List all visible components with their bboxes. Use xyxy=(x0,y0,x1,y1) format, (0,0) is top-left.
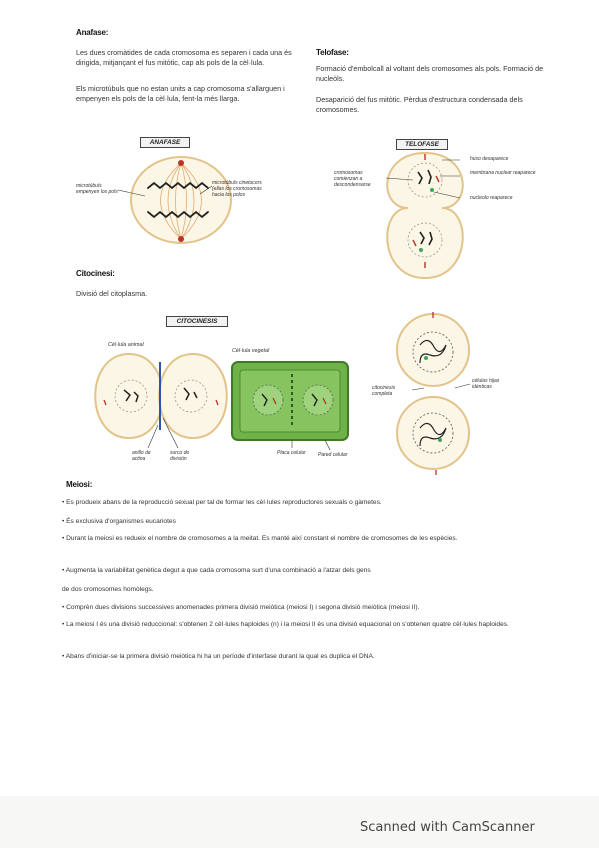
meiosi-bullet-4: • Augmenta la variabilitat genètica degut a que cada cromosoma surt d'una combinació a l'atzar dels gens xyxy=(62,567,371,574)
telofase-label-membrana: membrana nuclear reaparece xyxy=(470,170,536,176)
scanner-footer: Scanned with CamScanner xyxy=(360,820,535,835)
telofase-paragraph-2: Desaparició del fus mitòtic. Pèrdua d'estructura condensada dels cromosomes. xyxy=(316,95,523,115)
anillo-actina-label: anillo de actina xyxy=(132,450,151,462)
meiosi-bullet-6: • La meiosi I és una divisió reduccional: s'obtenen 2 cèl·lules haploides (n) i la meiosi II és una divisió equacional on s'obtenen quatre cèl·lules haploides. xyxy=(62,621,509,628)
anafase-label-right: microtúbuls cinetocors (ellas los cromosomas hacia los polos xyxy=(212,180,262,198)
meiosi-heading: Meiosi: xyxy=(66,480,93,489)
citocinesi-completa-label: citocinesis completa xyxy=(372,385,396,397)
placa-celular-label: Placa celular xyxy=(277,450,306,456)
meiosi-bullet-5: • Comprèn dues divisions successives anomenades primera divisió meiòtica (meiosi I) i segona divisió meiòtica (meiosi II). xyxy=(62,604,420,611)
citocinesi-paragraph: Divisió del citoplasma. xyxy=(76,289,148,298)
citocinesi-heading: Citocinesi: xyxy=(76,269,115,278)
celulas-hijas-label: células hijas idénticas xyxy=(472,378,500,390)
anafase-paragraph-1: Les dues cromàtides de cada cromosoma es separen i cada una és dirigida, mitjançant el fus mitòtic, cap als pols de la cèl·lula. xyxy=(76,48,292,68)
anafase-diagram-title: ANAFASE xyxy=(140,137,190,148)
citocinesi-diagram-title: CITOCINESIS xyxy=(166,316,228,327)
meiosi-bullet-4-continued: de dos cromosomes homòlegs. xyxy=(62,586,154,593)
telofase-label-nucleolo: nucleolo reaparece xyxy=(470,195,513,201)
anafase-heading: Anafase: xyxy=(76,28,109,37)
anafase-paragraph-2: Els microtúbuls que no estan units a cap cromosoma s'allarguen i empenyen els pols de la cèl·lula, fent-la més llarga. xyxy=(76,84,285,104)
telofase-heading: Telofase: xyxy=(316,48,349,57)
telofase-label-huso: huso desaparece xyxy=(470,156,509,162)
pared-celular-label: Pared celular xyxy=(318,452,348,458)
anafase-label-left: microtúbuls empenyen los pols xyxy=(76,183,118,195)
telofase-paragraph-1: Formació d'embolcall al voltant dels cromosomes als pols. Formació de nucleòls. xyxy=(316,64,544,84)
meiosi-bullet-1: • Es produeix abans de la reproducció sexual per tal de formar les cèl·lules reproductores sexuals o gàmetes. xyxy=(62,499,382,506)
telofase-diagram-title: TELOFASE xyxy=(396,139,448,150)
animal-cell-label: Cèl·lula animal xyxy=(108,342,144,348)
telofase-label-left: cromosomas comienzan a descondensarse xyxy=(334,170,371,188)
meiosi-bullet-7: • Abans d'iniciar-se la primera divisió meiòtica hi ha un període d'interfase durant la qual es duplica el DNA. xyxy=(62,653,375,660)
meiosi-bullet-2: • És exclusiva d'organismes eucariotes xyxy=(62,518,176,525)
surco-division-label: surco de división xyxy=(170,450,190,462)
meiosi-bullet-3: • Durant la meiosi es redueix el nombre de cromosomes a la meitat. Es manté així constant el nombre de cromosomes de les espècies. xyxy=(62,535,458,542)
vegetal-cell-label: Cèl·lula vegetal xyxy=(232,348,270,354)
